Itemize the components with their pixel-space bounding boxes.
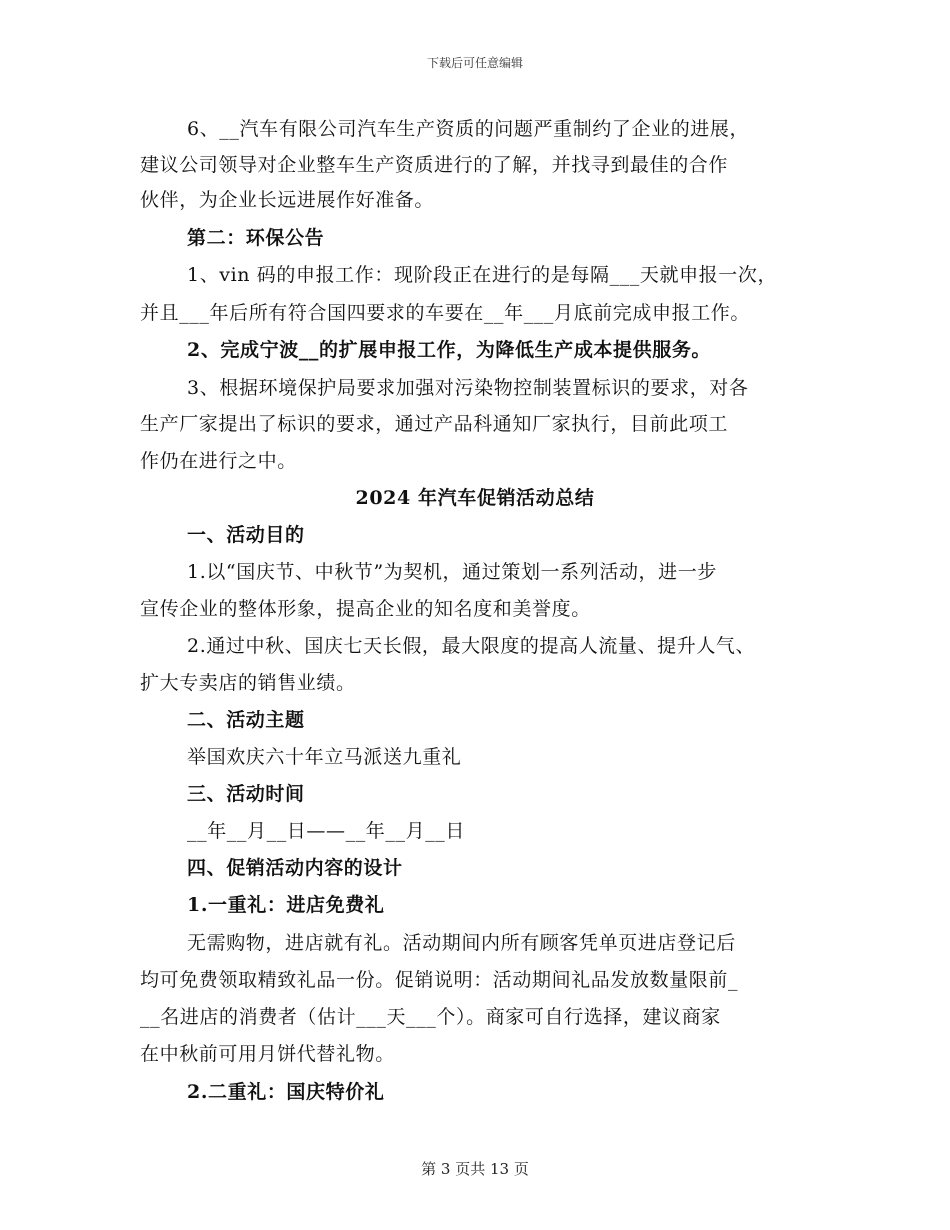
paragraph-line: 并且___年后所有符合国四要求的车要在__年___月底前完成申报工作。: [140, 302, 751, 324]
paragraph-line: 6、__汽车有限公司汽车生产资质的问题严重制约了企业的进展，: [187, 118, 750, 140]
paragraph-line: 均可免费领取精致礼品一份。促销说明：活动期间礼品发放数量限前_: [140, 969, 739, 991]
paragraph-line: __名进店的消费者（估计___天___个）。商家可自行选择，建议商家: [140, 1006, 721, 1028]
paragraph-line: 1.以“国庆节、中秋节”为契机，通过策划一系列活动，进一步: [187, 561, 717, 583]
section-heading: 二、活动主题: [187, 709, 305, 731]
paragraph-line: 建议公司领导对企业整车生产资质进行的了解，并找寻到最佳的合作: [140, 154, 729, 176]
paragraph-line: 2.通过中秋、国庆七天长假，最大限度的提高人流量、提升人气、: [187, 635, 756, 657]
paragraph-line: 1、vin 码的申报工作：现阶段正在进行的是每隔___天就申报一次，: [187, 264, 778, 286]
paragraph-line: 作仍在进行之中。: [140, 450, 297, 472]
bold-paragraph-line: 2、完成宁波__的扩展申报工作，为降低生产成本提供服务。: [187, 339, 712, 361]
paragraph-line: 3、根据环境保护局要求加强对污染物控制装置标识的要求，对各: [187, 377, 749, 399]
paragraph-line: __年__月__日——__年__月__日: [187, 820, 466, 842]
section-heading: 第二：环保公告: [187, 227, 325, 249]
paragraph-line: 无需购物，进店就有礼。活动期间内所有顾客凭单页进店登记后: [187, 932, 736, 954]
paragraph-line: 扩大专卖店的销售业绩。: [140, 672, 356, 694]
section-heading: 四、促销活动内容的设计: [187, 857, 403, 879]
section-heading: 1.一重礼：进店免费礼: [187, 894, 385, 916]
paragraph-line: 生产厂家提出了标识的要求，通过产品科通知厂家执行，目前此项工: [140, 413, 729, 435]
section-heading: 三、活动时间: [187, 783, 305, 805]
document-title: 2024 年汽车促销活动总结: [355, 487, 595, 509]
paragraph-line: 伙伴，为企业长远进展作好准备。: [140, 189, 435, 211]
page-header: 下载后可任意编辑: [426, 56, 523, 70]
section-heading: 一、活动目的: [187, 524, 305, 546]
paragraph-line: 在中秋前可用月饼代替礼物。: [140, 1043, 395, 1065]
paragraph-line: 举国欢庆六十年立马派送九重礼: [187, 746, 462, 768]
paragraph-line: 宣传企业的整体形象，提高企业的知名度和美誉度。: [140, 598, 591, 620]
section-heading: 2.二重礼：国庆特价礼: [187, 1081, 385, 1103]
page-footer: 第 3 页共 13 页: [421, 1160, 529, 1178]
